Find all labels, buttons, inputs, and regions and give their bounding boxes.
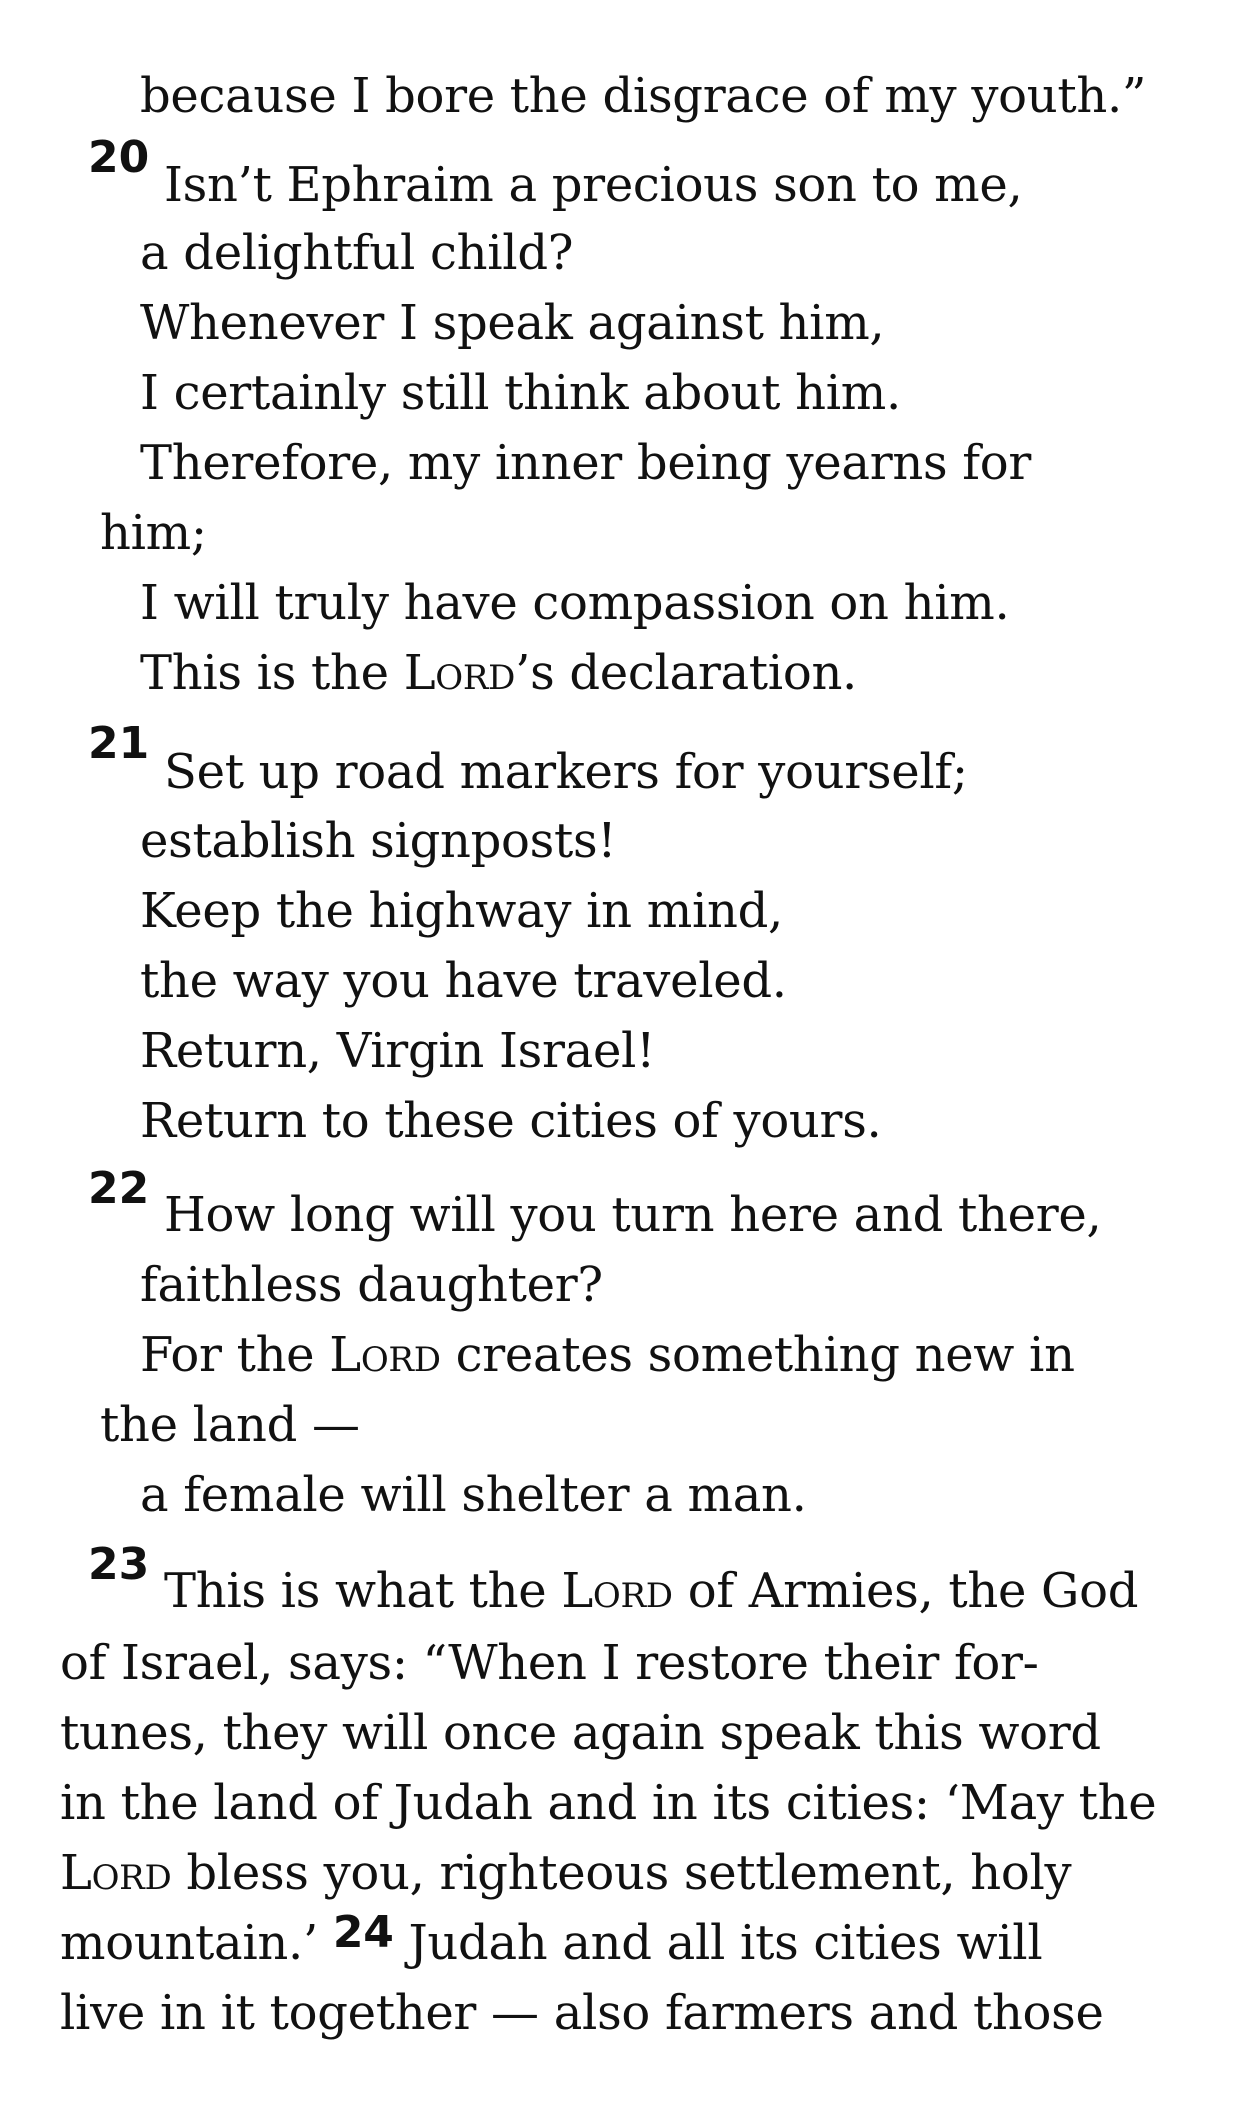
text-line: Return, Virgin Israel!: [140, 1023, 656, 1079]
verse-number-24: 24: [332, 1907, 394, 1958]
verse-number-23: 23: [88, 1539, 150, 1590]
text-line: I certainly still think about him.: [140, 365, 901, 421]
lord-small-caps: Lord: [60, 1845, 172, 1901]
text-segment: This is the: [140, 645, 404, 701]
text-line: [60, 1843, 1071, 1903]
text-segment: ’s declaration.: [515, 645, 858, 701]
text-segment: Judah and all its cities will: [393, 1915, 1043, 1971]
verse-number-21: 21: [88, 718, 150, 769]
text-segment: This is what the: [164, 1563, 562, 1619]
text-line: the land —: [100, 1397, 360, 1453]
text-line: in the land of Judah and in its cities: ‘May the: [60, 1775, 1157, 1831]
text-line: I will truly have compassion on him.: [140, 575, 1010, 631]
text-line: a delightful child?: [140, 225, 574, 281]
text-line: How long will you turn here and there,: [164, 1187, 1102, 1243]
text-segment: bless you, righteous settlement, holy: [171, 1845, 1072, 1901]
text-line: [60, 1907, 1043, 1973]
text-line: live in it together — also farmers and those: [60, 1985, 1104, 2041]
text-line: Isn’t Ephraim a precious son to me,: [164, 157, 1023, 213]
text-line: Keep the highway in mind,: [140, 883, 784, 939]
text-line: tunes, they will once again speak this word: [60, 1705, 1101, 1761]
text-segment: mountain.’: [60, 1915, 333, 1971]
text-line: Set up road markers for yourself;: [164, 744, 968, 800]
text-line: [164, 1561, 1138, 1621]
text-segment: For the: [140, 1327, 330, 1383]
lord-small-caps: Lord: [561, 1563, 673, 1619]
text-line: because I bore the disgrace of my youth.”: [140, 68, 1147, 124]
text-segment: of Armies, the God: [672, 1563, 1139, 1619]
text-line: [140, 1325, 1075, 1385]
text-line: establish signposts!: [140, 813, 617, 869]
verse-number-20: 20: [88, 132, 150, 183]
text-line: the way you have traveled.: [140, 953, 787, 1009]
text-line: [140, 643, 857, 703]
text-line: faithless daughter?: [140, 1257, 603, 1313]
lord-small-caps: Lord: [403, 645, 516, 701]
text-line: Whenever I speak against him,: [140, 295, 885, 351]
text-line: Return to these cities of yours.: [140, 1093, 882, 1149]
text-line: of Israel, says: “When I restore their for-: [60, 1635, 1039, 1691]
verse-number-22: 22: [88, 1163, 150, 1214]
text-line: him;: [100, 505, 207, 561]
text-line: Therefore, my inner being yearns for: [140, 435, 1031, 491]
text-segment: creates something new in: [440, 1327, 1075, 1383]
lord-small-caps: Lord: [329, 1327, 441, 1383]
text-line: a female will shelter a man.: [140, 1467, 807, 1523]
